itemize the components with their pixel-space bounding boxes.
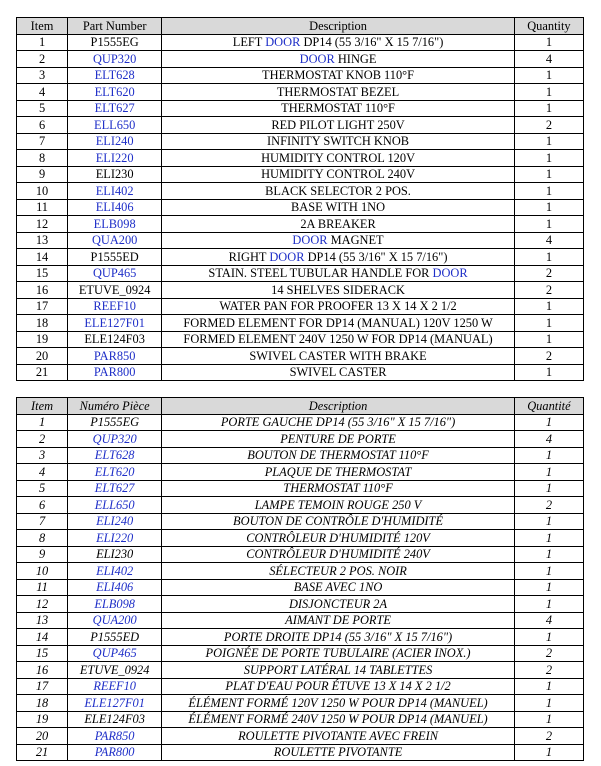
part-number-link[interactable]: ELI240 — [68, 133, 162, 150]
part-number-cell: P1555ED — [68, 629, 162, 646]
table-row — [17, 216, 584, 233]
description-cell — [162, 645, 515, 662]
description-cell — [162, 695, 515, 712]
table-row — [17, 480, 584, 497]
description-text: THERMOSTAT 110°F — [283, 481, 393, 496]
column-header-description: Description — [162, 398, 515, 415]
item-number-cell: 12 — [17, 596, 68, 613]
description-text: FORMED ELEMENT FOR DP14 (MANUAL) 120V 1250 W — [183, 315, 493, 330]
description-cell — [162, 84, 515, 101]
description-text: CONTRÔLEUR D'HUMIDITÉ 240V — [246, 547, 430, 562]
part-number-link[interactable]: PAR800 — [68, 364, 162, 381]
quantity-cell: 2 — [514, 265, 583, 282]
description-text: LAMPE TEMOIN ROUGE 250 V — [254, 497, 422, 512]
item-number-cell: 3 — [17, 447, 68, 464]
part-number-link[interactable]: QUA200 — [68, 612, 162, 629]
item-number-cell: 7 — [17, 133, 68, 150]
quantity-cell: 4 — [514, 431, 583, 448]
quantity-cell: 1 — [514, 414, 583, 431]
quantity-cell: 1 — [514, 513, 583, 530]
item-number-cell: 19 — [17, 711, 68, 728]
table-row — [17, 315, 584, 332]
quantity-cell: 1 — [514, 364, 583, 381]
part-number-link[interactable]: PAR850 — [68, 348, 162, 365]
description-text: DISJONCTEUR 2A — [288, 596, 388, 611]
item-number-cell: 2 — [17, 431, 68, 448]
part-number-link[interactable]: QUA200 — [68, 232, 162, 249]
item-number-cell: 4 — [17, 464, 68, 481]
table-row — [17, 100, 584, 117]
item-number-cell: 16 — [17, 282, 68, 299]
description-text: THERMOSTAT KNOB 110°F — [262, 68, 415, 83]
item-number-cell: 19 — [17, 331, 68, 348]
table-row — [17, 348, 584, 365]
description-cell — [162, 364, 515, 381]
description-cell — [162, 67, 515, 84]
item-number-cell: 9 — [17, 546, 68, 563]
quantity-cell: 1 — [514, 331, 583, 348]
quantity-cell: 1 — [514, 34, 583, 51]
table-row — [17, 282, 584, 299]
item-number-cell: 8 — [17, 530, 68, 547]
quantity-cell: 1 — [514, 530, 583, 547]
column-header-part-number: Part Number — [68, 18, 162, 35]
description-cell — [162, 348, 515, 365]
part-number-cell: ELE124F03 — [68, 331, 162, 348]
description-cell — [162, 232, 515, 249]
description-text: STAIN. STEEL TUBULAR HANDLE FOR — [208, 266, 433, 281]
table-row — [17, 232, 584, 249]
table-row — [17, 695, 584, 712]
table-row — [17, 447, 584, 464]
description-text: HINGE — [334, 51, 377, 66]
quantity-cell: 1 — [514, 744, 583, 761]
table-row — [17, 414, 584, 431]
description-cell — [162, 51, 515, 68]
item-number-cell: 3 — [17, 67, 68, 84]
table-row — [17, 150, 584, 167]
item-number-cell: 5 — [17, 480, 68, 497]
item-number-cell: 16 — [17, 662, 68, 679]
part-number-link[interactable]: ELE127F01 — [68, 695, 162, 712]
quantity-cell: 1 — [514, 464, 583, 481]
item-number-cell: 20 — [17, 728, 68, 745]
description-cell — [162, 480, 515, 497]
description-cell — [162, 513, 515, 530]
description-text: HUMIDITY CONTROL 120V — [261, 150, 416, 165]
description-cell — [162, 728, 515, 745]
description-cell — [162, 166, 515, 183]
table-row — [17, 546, 584, 563]
part-number-cell: ELI230 — [68, 166, 162, 183]
quantity-cell: 1 — [514, 199, 583, 216]
description-cell — [162, 331, 515, 348]
description-text: ÉLÉMENT FORMÉ 240V 1250 W POUR DP14 (MANUEL) — [188, 712, 488, 727]
description-cell — [162, 530, 515, 547]
description-text: POIGNÉE DE PORTE TUBULAIRE (ACIER INOX.) — [205, 646, 471, 661]
item-number-cell: 5 — [17, 100, 68, 117]
description-text: BLACK SELECTOR 2 POS. — [265, 183, 411, 198]
description-cell — [162, 612, 515, 629]
part-number-link[interactable]: QUP465 — [68, 265, 162, 282]
item-number-cell: 10 — [17, 183, 68, 200]
part-number-link[interactable]: ELL650 — [68, 497, 162, 514]
description-cell — [162, 744, 515, 761]
quantity-cell: 1 — [514, 298, 583, 315]
description-cell — [162, 298, 515, 315]
description-cell — [162, 315, 515, 332]
table-row — [17, 67, 584, 84]
table-row — [17, 265, 584, 282]
part-number-link[interactable]: ELT620 — [68, 464, 162, 481]
description-link[interactable]: DOOR — [265, 35, 301, 50]
description-cell — [162, 497, 515, 514]
description-link[interactable]: DOOR — [269, 249, 305, 264]
table-row — [17, 563, 584, 580]
description-cell — [162, 100, 515, 117]
part-number-cell: ETUVE_0924 — [68, 662, 162, 679]
table-row — [17, 298, 584, 315]
quantity-cell: 4 — [514, 232, 583, 249]
description-cell — [162, 265, 515, 282]
table-row — [17, 183, 584, 200]
part-number-cell: ELI230 — [68, 546, 162, 563]
part-number-link[interactable]: ELI220 — [68, 150, 162, 167]
description-cell — [162, 596, 515, 613]
description-text: PORTE DROITE DP14 (55 3/16" X 15 7/16") — [223, 629, 453, 644]
part-number-link[interactable]: ELI406 — [68, 199, 162, 216]
parts-table-french — [16, 397, 584, 761]
description-link[interactable]: DOOR — [299, 51, 335, 66]
description-text: ROULETTE PIVOTANTE AVEC FREIN — [238, 728, 438, 743]
table-row — [17, 612, 584, 629]
description-text: ÉLÉMENT FORMÉ 120V 1250 W POUR DP14 (MANUEL) — [188, 695, 488, 710]
description-cell — [162, 216, 515, 233]
part-number-link[interactable]: ELI406 — [68, 579, 162, 596]
item-number-cell: 17 — [17, 298, 68, 315]
part-number-link[interactable]: ELI240 — [68, 513, 162, 530]
description-text: PORTE GAUCHE DP14 (55 3/16" X 15 7/16") — [220, 415, 456, 430]
quantity-cell: 1 — [514, 216, 583, 233]
item-number-cell: 15 — [17, 265, 68, 282]
item-number-cell: 14 — [17, 249, 68, 266]
table-row — [17, 645, 584, 662]
quantity-cell: 1 — [514, 315, 583, 332]
part-number-link[interactable]: ELL650 — [68, 117, 162, 134]
description-text: PENTURE DE PORTE — [280, 431, 396, 446]
table-row — [17, 497, 584, 514]
table-row — [17, 331, 584, 348]
item-number-cell: 11 — [17, 199, 68, 216]
table-row — [17, 34, 584, 51]
description-cell — [162, 563, 515, 580]
part-number-cell: P1555EG — [68, 34, 162, 51]
item-number-cell: 12 — [17, 216, 68, 233]
quantity-cell: 2 — [514, 117, 583, 134]
table-row — [17, 117, 584, 134]
item-number-cell: 11 — [17, 579, 68, 596]
quantity-cell: 1 — [514, 579, 583, 596]
part-number-link[interactable]: PAR800 — [68, 744, 162, 761]
description-cell — [162, 199, 515, 216]
column-header-quantity: Quantité — [514, 398, 583, 415]
description-text: SÉLECTEUR 2 POS. NOIR — [269, 563, 407, 578]
parts-table-english — [16, 17, 584, 381]
item-number-cell: 10 — [17, 563, 68, 580]
part-number-link[interactable]: QUP465 — [68, 645, 162, 662]
description-text: SWIVEL CASTER WITH BRAKE — [249, 348, 427, 363]
part-number-link[interactable]: ELI220 — [68, 530, 162, 547]
column-header-description: Description — [162, 18, 515, 35]
quantity-cell: 1 — [514, 563, 583, 580]
description-text: BASE WITH 1NO — [291, 200, 386, 215]
quantity-cell: 1 — [514, 166, 583, 183]
item-number-cell: 14 — [17, 629, 68, 646]
description-cell — [162, 133, 515, 150]
table-row — [17, 133, 584, 150]
quantity-cell: 1 — [514, 249, 583, 266]
quantity-cell: 2 — [514, 662, 583, 679]
part-number-link[interactable]: QUP320 — [68, 431, 162, 448]
part-number-cell: ELE124F03 — [68, 711, 162, 728]
quantity-cell: 1 — [514, 183, 583, 200]
item-number-cell: 17 — [17, 678, 68, 695]
quantity-cell: 2 — [514, 282, 583, 299]
part-number-link[interactable]: PAR850 — [68, 728, 162, 745]
description-cell — [162, 414, 515, 431]
table-row — [17, 662, 584, 679]
part-number-link[interactable]: ELT628 — [68, 447, 162, 464]
part-number-link[interactable]: ELE127F01 — [68, 315, 162, 332]
description-cell — [162, 431, 515, 448]
table-row — [17, 530, 584, 547]
part-number-link[interactable]: ELB098 — [68, 596, 162, 613]
column-header-part-number: Numéro Pièce — [68, 398, 162, 415]
part-number-cell: P1555EG — [68, 414, 162, 431]
part-number-link[interactable]: ELT628 — [68, 67, 162, 84]
quantity-cell: 1 — [514, 480, 583, 497]
table-body — [17, 414, 584, 761]
table-row — [17, 464, 584, 481]
quantity-cell: 4 — [514, 612, 583, 629]
part-number-link[interactable]: ELT627 — [68, 480, 162, 497]
item-number-cell: 1 — [17, 34, 68, 51]
description-text: RED PILOT LIGHT 250V — [271, 117, 405, 132]
item-number-cell: 6 — [17, 117, 68, 134]
column-header-quantity: Quantity — [514, 18, 583, 35]
part-number-link[interactable]: ELT620 — [68, 84, 162, 101]
part-number-link[interactable]: QUP320 — [68, 51, 162, 68]
quantity-cell: 1 — [514, 150, 583, 167]
table-row — [17, 199, 584, 216]
quantity-cell: 1 — [514, 629, 583, 646]
quantity-cell: 2 — [514, 497, 583, 514]
description-text: WATER PAN FOR PROOFER 13 X 14 X 2 1/2 — [219, 299, 457, 314]
quantity-cell: 2 — [514, 645, 583, 662]
quantity-cell: 1 — [514, 678, 583, 695]
description-text: SWIVEL CASTER — [289, 365, 387, 380]
table-row — [17, 513, 584, 530]
quantity-cell: 2 — [514, 348, 583, 365]
description-text: SUPPORT LATÉRAL 14 TABLETTES — [243, 662, 433, 677]
header-row — [17, 18, 584, 35]
part-number-link[interactable]: ELT627 — [68, 100, 162, 117]
description-text: PLAT D'EAU POUR ÉTUVE 13 X 14 X 2 1/2 — [225, 679, 451, 694]
item-number-cell: 13 — [17, 232, 68, 249]
part-number-link[interactable]: REEF10 — [68, 298, 162, 315]
quantity-cell: 2 — [514, 728, 583, 745]
description-link[interactable]: DOOR — [432, 266, 468, 281]
table-row — [17, 629, 584, 646]
quantity-cell: 1 — [514, 133, 583, 150]
item-number-cell: 21 — [17, 364, 68, 381]
table-row — [17, 579, 584, 596]
description-cell — [162, 34, 515, 51]
part-number-link[interactable]: ELI402 — [68, 563, 162, 580]
description-cell — [162, 546, 515, 563]
description-cell — [162, 629, 515, 646]
quantity-cell: 1 — [514, 546, 583, 563]
column-header-item: Item — [17, 398, 68, 415]
item-number-cell: 15 — [17, 645, 68, 662]
description-cell — [162, 678, 515, 695]
item-number-cell: 20 — [17, 348, 68, 365]
item-number-cell: 2 — [17, 51, 68, 68]
item-number-cell: 18 — [17, 315, 68, 332]
item-number-cell: 8 — [17, 150, 68, 167]
item-number-cell: 9 — [17, 166, 68, 183]
quantity-cell: 1 — [514, 447, 583, 464]
description-text: HUMIDITY CONTROL 240V — [261, 167, 416, 182]
description-text: CONTRÔLEUR D'HUMIDITÉ 120V — [246, 530, 430, 545]
table-row — [17, 364, 584, 381]
description-text: PLAQUE DE THERMOSTAT — [264, 464, 412, 479]
description-text: AIMANT DE PORTE — [285, 613, 391, 628]
part-number-cell: P1555ED — [68, 249, 162, 266]
description-cell — [162, 183, 515, 200]
quantity-cell: 1 — [514, 596, 583, 613]
description-cell — [162, 249, 515, 266]
item-number-cell: 13 — [17, 612, 68, 629]
item-number-cell: 1 — [17, 414, 68, 431]
description-cell — [162, 464, 515, 481]
table-row — [17, 596, 584, 613]
quantity-cell: 1 — [514, 67, 583, 84]
description-link[interactable]: DOOR — [292, 233, 328, 248]
description-text: BOUTON DE THERMOSTAT 110°F — [247, 448, 429, 463]
description-text: LEFT — [232, 35, 266, 50]
table-row — [17, 744, 584, 761]
item-number-cell: 6 — [17, 497, 68, 514]
table-row — [17, 84, 584, 101]
description-text: FORMED ELEMENT 240V 1250 W FOR DP14 (MANUAL) — [183, 332, 493, 347]
description-cell — [162, 282, 515, 299]
description-cell — [162, 447, 515, 464]
table-row — [17, 711, 584, 728]
table-row — [17, 728, 584, 745]
description-text: DP14 (55 3/16" X 15 7/16") — [304, 249, 448, 264]
description-text: RIGHT — [228, 249, 270, 264]
header-row — [17, 398, 584, 415]
quantity-cell: 4 — [514, 51, 583, 68]
item-number-cell: 18 — [17, 695, 68, 712]
part-number-link[interactable]: ELB098 — [68, 216, 162, 233]
part-number-link[interactable]: REEF10 — [68, 678, 162, 695]
description-cell — [162, 117, 515, 134]
description-cell — [162, 579, 515, 596]
table-row — [17, 166, 584, 183]
description-text: ROULETTE PIVOTANTE — [273, 745, 403, 760]
description-text: 14 SHELVES SIDERACK — [271, 282, 405, 297]
quantity-cell: 1 — [514, 711, 583, 728]
column-header-item: Item — [17, 18, 68, 35]
description-cell — [162, 711, 515, 728]
quantity-cell: 1 — [514, 100, 583, 117]
part-number-link[interactable]: ELI402 — [68, 183, 162, 200]
description-text: BOUTON DE CONTRÔLE D'HUMIDITÉ — [233, 514, 444, 529]
description-cell — [162, 662, 515, 679]
description-text: THERMOSTAT 110°F — [281, 101, 395, 116]
item-number-cell: 21 — [17, 744, 68, 761]
description-text: MAGNET — [327, 233, 384, 248]
item-number-cell: 7 — [17, 513, 68, 530]
description-text: 2A BREAKER — [300, 216, 376, 231]
table-row — [17, 51, 584, 68]
description-text: THERMOSTAT BEZEL — [276, 84, 400, 99]
description-text: INFINITY SWITCH KNOB — [267, 134, 410, 149]
part-number-cell: ETUVE_0924 — [68, 282, 162, 299]
quantity-cell: 1 — [514, 84, 583, 101]
table-row — [17, 431, 584, 448]
description-text: DP14 (55 3/16" X 15 7/16") — [300, 35, 444, 50]
table-body — [17, 34, 584, 381]
description-text: BASE AVEC 1NO — [293, 580, 383, 595]
quantity-cell: 1 — [514, 695, 583, 712]
item-number-cell: 4 — [17, 84, 68, 101]
table-row — [17, 678, 584, 695]
description-cell — [162, 150, 515, 167]
table-row — [17, 249, 584, 266]
